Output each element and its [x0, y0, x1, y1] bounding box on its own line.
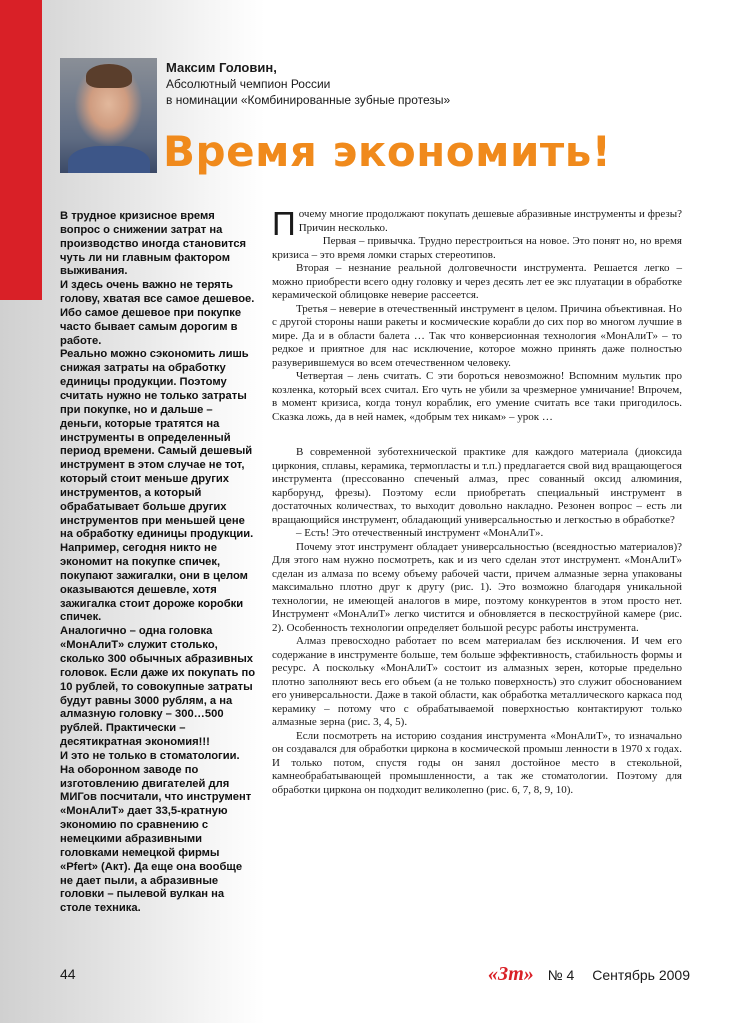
- article-title: Время экономить!: [163, 127, 612, 176]
- author-role-line2: в номинации «Комбинированные зубные протезы»: [166, 93, 451, 107]
- issue-number: № 4: [547, 967, 575, 983]
- body-column: [272, 205, 682, 797]
- lead-paragraph: И здесь очень важно не терять голову, хватая все самое дешевое. Ибо самое дешевое при покупке часто бывает самым дорогим в работе.: [60, 279, 255, 347]
- intro-text: очему многие продолжают покупать дешевые абразивные инструменты и фрезы? Причин несколько.: [298, 208, 682, 234]
- body-paragraph: Первая – привычка. Трудно перестроиться на новое. Это понят но, но время кризиса – это время ломки старых стереотипов.: [272, 235, 682, 261]
- body-paragraph: – Есть! Это отечественный инструмент «МонАлиТ».: [296, 527, 544, 539]
- magazine-logo: «Зт»: [488, 963, 534, 985]
- lead-paragraph: В трудное кризисное время вопрос о снижении затрат на производство иногда становится чуть ли ни главным фактором выживания.: [60, 210, 247, 278]
- drop-cap: П: [272, 205, 296, 242]
- lead-paragraph: Аналогично – одна головка «МонАлиТ» служит столько, сколько 300 обычных абразивных головок. Если даже их покупать по 10 рублей, то совокупные затраты будут равны 3000 рублям, а на алмазную головку – 300…500 рублей. Практически – десятикратная экономия!!!: [60, 625, 256, 749]
- author-photo: [60, 58, 157, 173]
- intro-paragraph: [272, 205, 682, 242]
- footer-info: [488, 963, 690, 986]
- lead-paragraph: Реально можно сэкономить лишь снижая затраты на обработку единицы продукции. Поэтому считать нужно не только затраты при покупке, но и дальше – деньги, которые тратятся на инструменты в определенный период времени. Самый дешевый инструмент в этом случае не тот, который стоит меньше других инструментов, а который обрабатывает больше других инструментов при меньшей цене на обработку единицы продукции.: [60, 348, 254, 541]
- issue-date: Сентябрь 2009: [592, 967, 690, 983]
- author-role-line1: Абсолютный чемпион России: [166, 77, 331, 91]
- lead-paragraph: Например, сегодня никто не экономит на покупке спичек, покупают зажигалки, они в целом оказываются дешевле, хотя зажигалка стоит дороже коробки спичек.: [60, 542, 248, 624]
- lead-column: [60, 210, 256, 916]
- body-paragraph: В современной зуботехнической практике для каждого материала (диоксида циркония, сплавы, керамика, термопласты и т.п.) предлагается свой вид вращающегося инструмента (прессованно спеченый алмаз, прес сованный оксид алюминия, карборунд, фрезы). Поэтому если приобретать специальный инструмент в достаточных количествах, то выходит довольно накладно. Резонен вопрос – есть ли вращающийся инструмент, обладающий универсальностью и легкостью в обработке?: [272, 446, 682, 526]
- body-paragraph: Третья – неверие в отечественный инструмент в целом. Причина объективная. Но с другой стороны наши ракеты и космические корабли до сих пор во многом лучшие в мире. Да и в области балета … Так что конверсионная технология «МонАлиТ» – то редкое и приятное для нас исключение, которое можно принять даже полностью разуверившемуся во всем отечественном человеку.: [272, 302, 682, 369]
- lead-paragraph: И это не только в стоматологии. На оборонном заводе по изготовлению двигателей для МИГов посчитали, что инструмент «МонАлиТ» дает 33,5-кратную экономию по сравнению с немецкими абразивными головками немецкой фирмы «Pfert» (Акт). Да еще она вообще не дает пыли, а абразивные головки – пылевой вулкан на столе техника.: [60, 749, 252, 915]
- body-paragraph: Если посмотреть на историю создания инструмента «МонАлиТ», то изначально он создавался для обработки циркона в космической промыш ленности в 1970 х годах. И только потом, спустя годы он занял достойное место в стекольной, камнеобрабатывающей промышленности, а так же стоматологии. Поэтому для обработки циркона он подходит великолепно (рис. 6, 7, 8, 9, 10).: [272, 729, 682, 796]
- body-paragraph: Вторая – незнание реальной долговечности инструмента. Решается легко – можно приобрести всего одну головку и через десять лет ее экс плуатации в обработке керамической облицовке неверие рассеется.: [272, 262, 682, 301]
- body-paragraph: Почему этот инструмент обладает универсальностью (всеядностью материалов)? Для этого нам нужно посмотреть, как и из чего сделан этот инструмент. «МонАлиТ» сделан из алмаза по всему объему рабочей части, причем алмазные зерна упакованы максимально плотно друг к другу (рис. 1). Это возможно благодаря уникальной технологии, не имеющей аналогов в мире, поэтому конкурентов в этом просто нет. Инструмент «МонАлиТ» легко чистится и обновляется в пескоструйной камере (рис. 2). Особенность технологии определяет большой ресурс работы инструмента.: [272, 540, 682, 634]
- author-block: [166, 60, 496, 108]
- author-photo-shirt: [68, 146, 150, 173]
- page-number: 44: [60, 966, 76, 982]
- body-paragraph: Четвертая – лень считать. С эти бороться невозможно! Вспомним мультик про козленка, который всех считал. Его чуть не убили за чрезмерное умничание! Впрочем, в момент кризиса, когда тонул кораблик, его умение считать все таки пригодилось. Сказка ложь, да в ней намек, «добрым тех никам» – урок …: [272, 370, 682, 423]
- author-photo-hair: [86, 64, 132, 88]
- red-accent-bar: [0, 0, 42, 300]
- author-name: Максим Головин,: [166, 60, 277, 75]
- body-paragraph: Алмаз превосходно работает по всем материалам без исключения. И чем его содержание в инструменте больше, тем больше эффективность, стабильность формы и ресурс. А поскольку «МонАлиТ» состоит из алмазных зерен, которые предельно плотно заполняют весь его объем (а не только поверхность) это служит обоснованием его универсальности. Даже в такой области, как обработка металлического каркаса под керамику – потому что с обрабатываемой поверхностью контактируют только алмазные зерна (рис. 3, 4, 5).: [272, 635, 682, 728]
